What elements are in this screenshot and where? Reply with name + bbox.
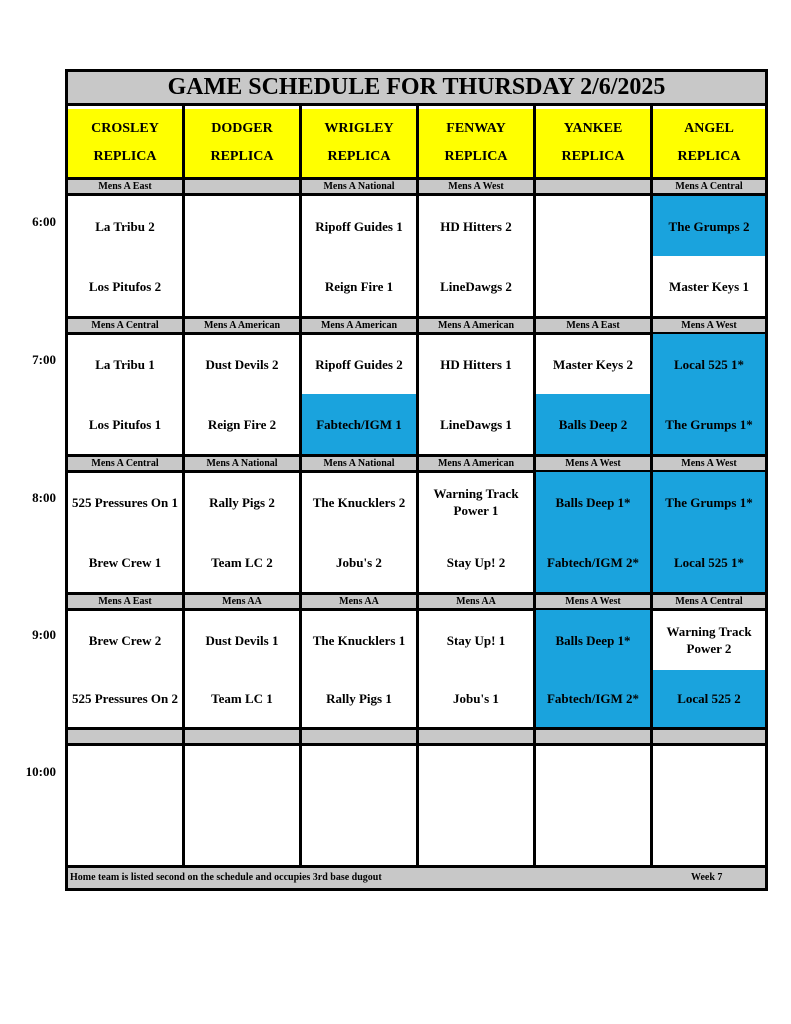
division-label: Mens A West bbox=[536, 457, 650, 470]
field-name: FENWAY bbox=[446, 121, 506, 136]
division-label: Mens A American bbox=[302, 319, 416, 332]
team-cell: The Knucklers 1 bbox=[312, 632, 406, 648]
division-label bbox=[653, 730, 765, 743]
division-label: Mens A West bbox=[419, 180, 533, 193]
division-label bbox=[536, 730, 650, 743]
schedule-table bbox=[65, 69, 768, 891]
division-label: Mens AA bbox=[185, 595, 299, 608]
team-cell bbox=[653, 746, 765, 806]
team-cell: Jobu's 1 bbox=[453, 691, 499, 706]
team-cell: Brew Crew 1 bbox=[88, 554, 162, 570]
division-label bbox=[536, 180, 650, 193]
team-cell: Balls Deep 1* bbox=[536, 472, 650, 532]
team-cell: Fabtech/IGM 2* bbox=[536, 532, 650, 592]
division-label: Mens AA bbox=[302, 595, 416, 608]
field-name: CROSLEY bbox=[91, 121, 159, 136]
team-cell: Team LC 2 bbox=[211, 554, 273, 570]
division-label: Mens AA bbox=[419, 595, 533, 608]
division-label: Mens A West bbox=[653, 319, 765, 332]
field-header-dodger bbox=[185, 109, 299, 177]
team-cell: Brew Crew 2 bbox=[88, 632, 162, 648]
time-label: 7:00 bbox=[32, 352, 56, 367]
team-cell: Local 525 1* bbox=[653, 532, 765, 592]
field-name: WRIGLEY bbox=[324, 121, 394, 136]
team-cell bbox=[185, 256, 299, 316]
team-cell: The Grumps 1* bbox=[653, 394, 765, 454]
field-sub: REPLICA bbox=[93, 149, 157, 164]
team-cell bbox=[68, 746, 182, 806]
team-cell: Warning Track Power 2 bbox=[666, 624, 752, 656]
team-cell: HD Hitters 2 bbox=[440, 218, 512, 234]
week-label: Week 7 bbox=[691, 872, 723, 883]
field-header-yankee bbox=[536, 109, 650, 177]
division-label: Mens A American bbox=[419, 457, 533, 470]
team-cell: 525 Pressures On 1 bbox=[71, 494, 179, 510]
team-cell bbox=[419, 806, 533, 865]
division-label bbox=[185, 730, 299, 743]
team-cell bbox=[302, 806, 416, 865]
team-cell bbox=[302, 746, 416, 806]
footer-note: Home team is listed second on the schedule and occupies 3rd base dugout bbox=[70, 872, 382, 883]
team-cell bbox=[185, 746, 299, 806]
team-cell: Los Pitufos 2 bbox=[88, 278, 162, 294]
column-divider bbox=[533, 106, 536, 865]
division-label: Mens A East bbox=[68, 595, 182, 608]
division-label: Mens A East bbox=[536, 319, 650, 332]
field-sub: REPLICA bbox=[444, 149, 508, 164]
division-label: Mens A Central bbox=[653, 595, 765, 608]
team-cell: 525 Pressures On 2 bbox=[71, 691, 179, 706]
division-label bbox=[185, 180, 299, 193]
division-label: Mens A Central bbox=[653, 180, 765, 193]
team-cell: The Grumps 1* bbox=[653, 472, 765, 532]
field-sub: REPLICA bbox=[210, 149, 274, 164]
field-header-fenway bbox=[419, 109, 533, 177]
team-cell bbox=[68, 806, 182, 865]
team-cell: Jobu's 2 bbox=[336, 554, 382, 570]
team-cell bbox=[185, 196, 299, 256]
column-divider bbox=[416, 106, 419, 865]
division-label: Mens A West bbox=[653, 457, 765, 470]
column-divider bbox=[650, 106, 653, 865]
team-cell: The Grumps 2 bbox=[653, 196, 765, 256]
team-cell: Dust Devils 2 bbox=[205, 356, 279, 372]
team-cell: Master Keys 1 bbox=[669, 278, 749, 294]
division-label: Mens A American bbox=[185, 319, 299, 332]
team-cell: Los Pitufos 1 bbox=[88, 416, 162, 432]
team-cell: Warning Track Power 1 bbox=[433, 486, 519, 518]
team-cell: Rally Pigs 1 bbox=[326, 691, 392, 706]
team-cell bbox=[185, 806, 299, 865]
team-cell bbox=[653, 806, 765, 865]
team-cell: La Tribu 1 bbox=[95, 356, 155, 372]
team-cell: Local 525 1* bbox=[653, 334, 765, 394]
team-cell: Reign Fire 2 bbox=[207, 416, 277, 432]
team-cell: HD Hitters 1 bbox=[440, 356, 512, 372]
team-cell: LineDawgs 2 bbox=[440, 278, 512, 294]
division-label: Mens A National bbox=[185, 457, 299, 470]
field-name: ANGEL bbox=[684, 121, 734, 136]
field-sub: REPLICA bbox=[327, 149, 391, 164]
team-cell bbox=[536, 196, 650, 256]
division-label: Mens A Central bbox=[68, 457, 182, 470]
team-cell: Stay Up! 2 bbox=[446, 554, 506, 570]
team-cell: Ripoff Guides 1 bbox=[315, 218, 403, 234]
team-cell bbox=[536, 806, 650, 865]
team-cell: Fabtech/IGM 1 bbox=[302, 394, 416, 454]
field-name: DODGER bbox=[211, 121, 273, 136]
field-header-wrigley bbox=[302, 109, 416, 177]
column-divider bbox=[182, 106, 185, 865]
division-label: Mens A National bbox=[302, 180, 416, 193]
team-cell: Dust Devils 1 bbox=[205, 632, 279, 648]
team-cell: Master Keys 2 bbox=[553, 356, 633, 372]
division-label bbox=[68, 730, 182, 743]
time-label: 10:00 bbox=[25, 764, 56, 779]
team-cell bbox=[419, 746, 533, 806]
team-cell: Balls Deep 2 bbox=[536, 394, 650, 454]
team-cell: Ripoff Guides 2 bbox=[315, 356, 403, 372]
division-label: Mens A American bbox=[419, 319, 533, 332]
team-cell: Balls Deep 1* bbox=[536, 610, 650, 670]
team-cell: Stay Up! 1 bbox=[446, 632, 506, 648]
time-label: 8:00 bbox=[32, 490, 56, 505]
team-cell: LineDawgs 1 bbox=[440, 416, 512, 432]
division-label bbox=[302, 730, 416, 743]
division-label: Mens A National bbox=[302, 457, 416, 470]
column-divider bbox=[299, 106, 302, 865]
field-header-crosley bbox=[68, 109, 182, 177]
team-cell bbox=[536, 256, 650, 316]
team-cell: Team LC 1 bbox=[211, 691, 273, 706]
field-sub: REPLICA bbox=[677, 149, 741, 164]
team-cell: Reign Fire 1 bbox=[324, 278, 394, 294]
footer bbox=[68, 865, 765, 888]
division-label: Mens A Central bbox=[68, 319, 182, 332]
field-header-angel bbox=[653, 109, 765, 177]
division-label bbox=[419, 730, 533, 743]
field-sub: REPLICA bbox=[561, 149, 625, 164]
time-label: 9:00 bbox=[32, 627, 56, 642]
team-cell: Fabtech/IGM 2* bbox=[536, 670, 650, 727]
team-cell: Local 525 2 bbox=[653, 670, 765, 727]
team-cell: La Tribu 2 bbox=[95, 218, 155, 234]
field-name: YANKEE bbox=[563, 121, 623, 136]
team-cell: The Knucklers 2 bbox=[312, 494, 406, 510]
division-label: Mens A East bbox=[68, 180, 182, 193]
time-label: 6:00 bbox=[32, 214, 56, 229]
page-title: GAME SCHEDULE FOR THURSDAY 2/6/2025 bbox=[68, 72, 765, 106]
team-cell: Rally Pigs 2 bbox=[209, 494, 275, 510]
division-label: Mens A West bbox=[536, 595, 650, 608]
team-cell bbox=[536, 746, 650, 806]
